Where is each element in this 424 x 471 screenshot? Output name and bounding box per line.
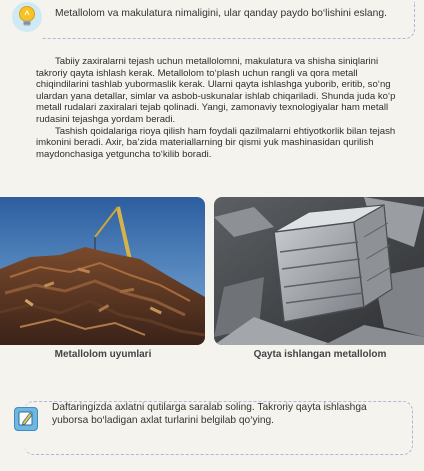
baled-scrap-photo — [214, 197, 424, 345]
task-note — [14, 397, 414, 455]
intro-note-text: Metallolom va makulatura nimaligini, ular qanday paydo bo‘lishini eslang. — [55, 8, 387, 19]
baled-scrap-caption: Qayta ishlangan metallolom — [253, 349, 387, 360]
notebook-pencil-icon — [14, 407, 38, 431]
body-paragraph-1: Tabiiy zaxiralarni tejash uchun metallolomni, makulatura va shisha siniqlarini takroriy qayta ishlash kerak. Metallolom to‘plash uchun rangli va qora metall chiqindilarini tashlab yubormaslik kerak. Ularni qayta ishlashga yuborib, eritib, so‘ng ulardan yana detallar, simlar va asbob-uskunalar ishlab chiqariladi. Shunda juda ko‘p metall rudalari zaxiralari tejab qolinadi. Yangi, zamonaviy texnologiyalar ham metall rudasini tejashga yordam beradi. — [36, 56, 396, 125]
task-note-text: Daftaringizda axlatni qutilarga saralab soling. Takroriy qayta ishlashga yuborsa bo‘ladigan axlat turlarini belgilab qo‘ying. — [52, 402, 367, 426]
intro-note — [12, 2, 412, 40]
body-paragraph-2: Tashish qoidalariga rioya qilish ham foydali qazilmalarni ehtiyotkorlik bilan tejash imkonini beradi. Axir, ba’zida materiallarning bir qismi yuk mashinasidan qurilish maydonchasiga yetguncha to‘kilib boradi. — [36, 125, 396, 160]
body-text — [36, 56, 408, 160]
lightbulb-icon — [12, 2, 42, 32]
scrap-pile-caption: Metallolom uyumlari — [54, 349, 152, 360]
scrap-pile-photo — [0, 197, 205, 345]
